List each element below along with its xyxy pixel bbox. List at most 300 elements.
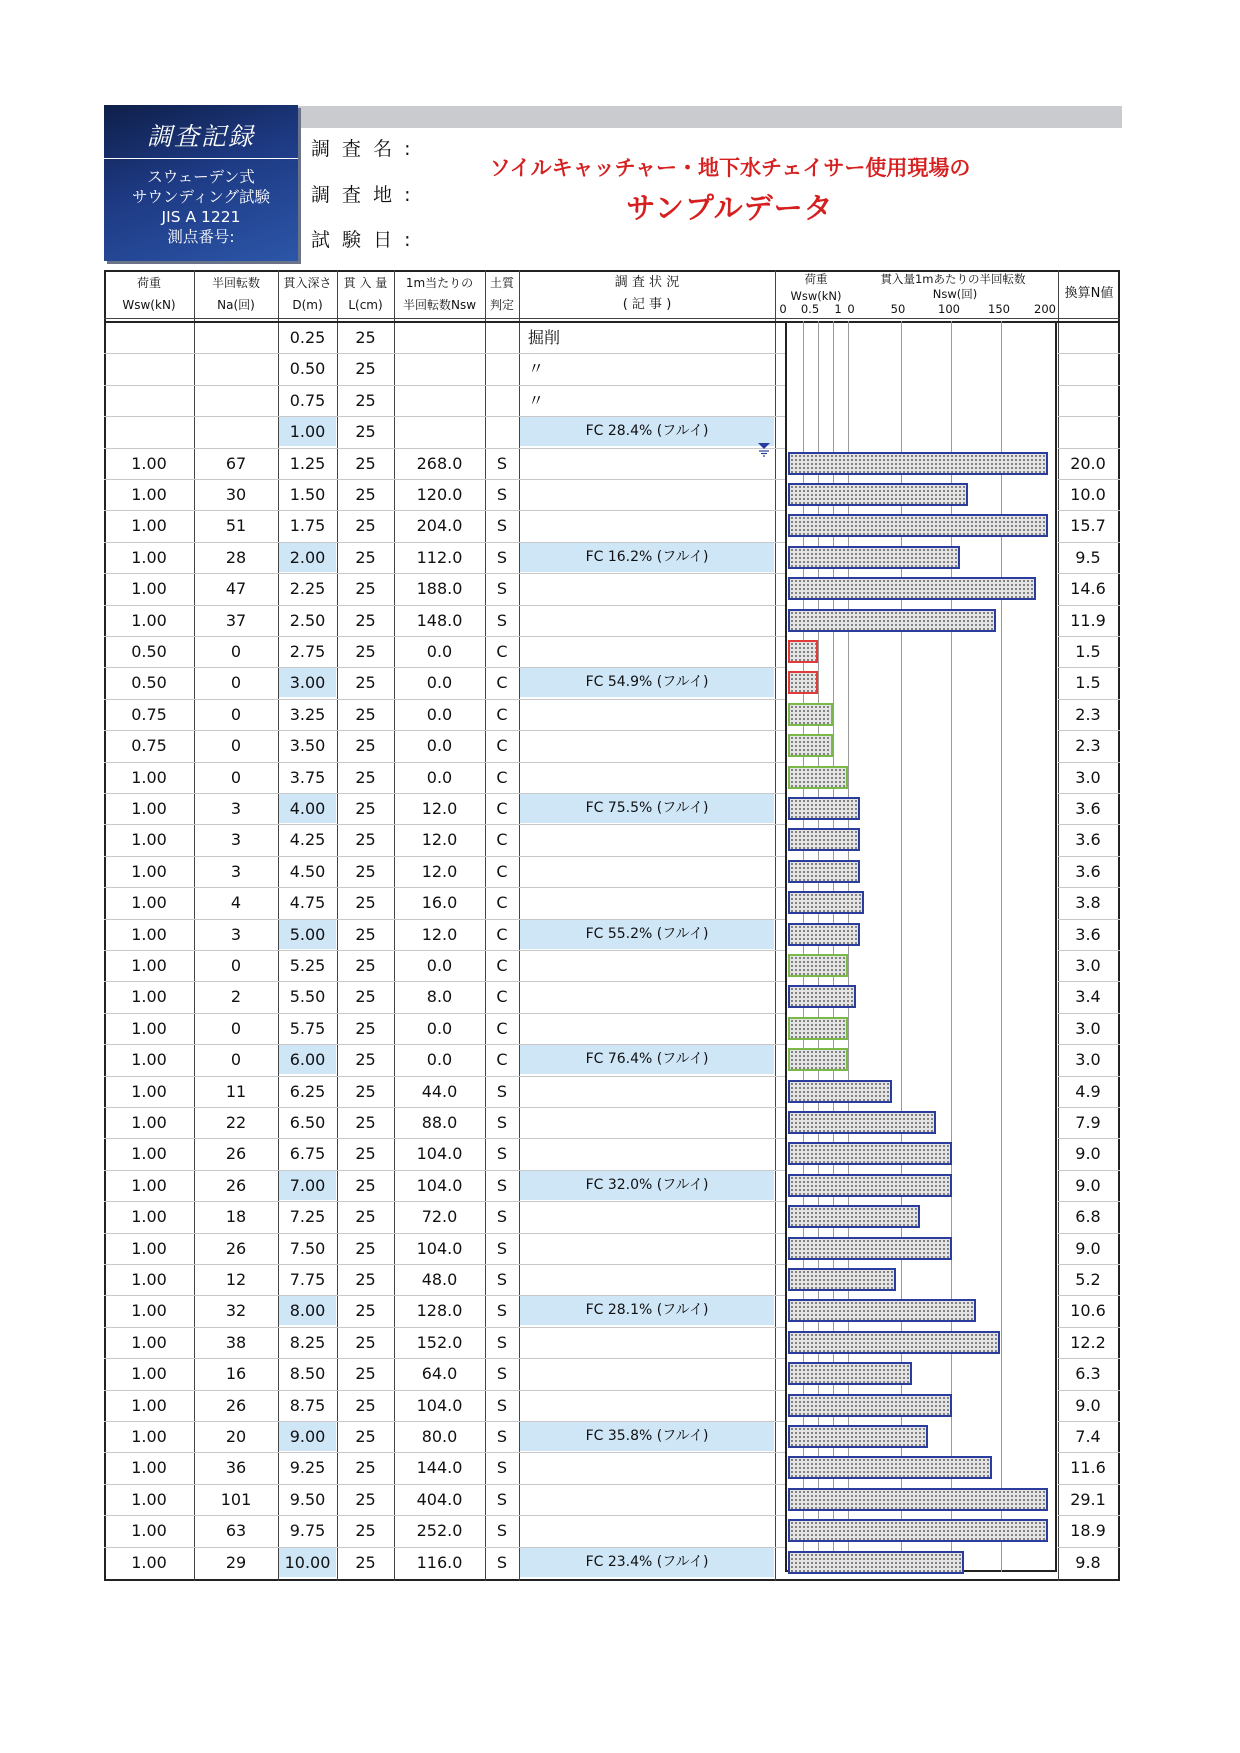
cell-soil: S [496,1175,508,1195]
cell-n-value: 3.0 [1075,767,1101,787]
cell-half-turns: 26 [225,1238,247,1258]
cell-remark [528,1077,608,1106]
cell-load: 1.00 [131,1364,167,1384]
cell-n-value [1058,353,1118,384]
chart-bar [788,797,860,820]
cell-remark: FC 75.5% (フルイ) [585,800,709,816]
cell-remark [528,888,608,917]
cell-penetration: 25 [355,642,376,661]
cell-penetration: 25 [355,516,376,536]
cell-depth: 0.75 [289,390,326,410]
chart-bar [788,860,860,883]
cell-depth: 3.00 [289,673,326,693]
cell-nsw: 12.0 [421,799,458,818]
cell-n-value: 3.6 [1075,799,1101,818]
cell-remark [528,511,608,540]
cell-half-turns: 29 [225,1552,247,1572]
cell-load: 1.00 [131,767,167,787]
cell-remark [528,825,608,854]
cell-nsw: 120.0 [416,485,463,504]
cell-load: 1.00 [131,956,167,975]
cell-n-value: 15.7 [1070,516,1106,536]
cell-n-value: 3.8 [1075,893,1101,913]
cell-nsw: 268.0 [416,453,463,473]
cell-soil: S [496,1207,508,1227]
plot-tick-label: 50 [890,302,906,316]
cell-depth: 4.75 [289,893,326,913]
cell-n-value: 10.0 [1070,485,1106,504]
cell-penetration: 25 [355,579,376,599]
page-title-line-1: ソイルキャッチャー・地下水チェイサー使用現場の [489,156,971,180]
cell-nsw: 104.0 [416,1144,463,1164]
cell-soil: S [496,1552,508,1572]
cell-remark: 〃 [528,390,545,410]
cell-penetration: 25 [355,1270,376,1289]
cell-load [104,353,194,384]
cell-depth: 10.00 [284,1552,331,1572]
cell-half-turns: 16 [225,1364,247,1384]
cell-half-turns: 3 [230,830,242,850]
cell-penetration: 25 [355,422,376,442]
cell-n-value: 9.8 [1075,1552,1101,1572]
cell-soil: S [496,1521,508,1541]
cell-nsw: 80.0 [421,1427,458,1446]
cell-depth: 7.25 [289,1207,326,1227]
cell-load [104,322,194,353]
cell-depth: 1.25 [289,453,326,473]
cell-nsw: 0.0 [426,956,453,975]
cell-soil: C [496,1018,508,1038]
cell-remark [528,480,608,509]
cell-load: 1.00 [131,987,167,1007]
chart-bar [788,577,1036,600]
survey-date-label: 試 験 日 : [311,229,414,251]
cell-depth: 8.00 [289,1301,326,1321]
chart-bar [788,1080,892,1103]
cell-remark [528,763,608,792]
header-soil: 土質 判定 [489,276,514,312]
record-badge [104,105,298,261]
cell-penetration: 25 [355,1081,376,1101]
cell-nsw [394,385,485,416]
cell-remark [528,574,608,603]
cell-half-turns: 30 [225,485,247,504]
badge-line-3: JIS A 1221 [161,208,241,226]
cell-half-turns: 38 [225,1332,247,1352]
plot-gridline [951,321,952,1572]
plot-tick-label: 150 [988,302,1010,316]
chart-bar [788,1519,1048,1542]
cell-soil: C [496,956,508,975]
badge-line-4: 測点番号: [167,228,235,246]
chart-bar [788,985,856,1008]
cell-remark: FC 54.9% (フルイ) [585,674,709,691]
cell-penetration: 25 [355,1364,376,1384]
chart-bar [788,1268,896,1291]
cell-load: 1.00 [131,830,167,850]
cell-depth: 1.75 [289,516,326,536]
cell-remark [528,857,608,886]
cell-load: 1.00 [131,1427,167,1446]
header-plot-nsw: 貫入量1mあたりの半回転数 [880,272,1026,286]
cell-load: 1.00 [131,861,167,881]
cell-depth: 9.00 [289,1427,326,1446]
cell-remark [528,951,608,980]
cell-penetration: 25 [355,1175,376,1195]
cell-nsw: 8.0 [426,987,453,1007]
cell-depth: 3.25 [289,704,326,724]
cell-n-value [1058,385,1118,416]
chart-bar [788,609,996,632]
chart-bar [788,1394,952,1417]
cell-penetration: 25 [355,359,376,379]
header-plot-load: 荷重 [804,272,828,286]
cell-depth: 6.50 [289,1113,326,1132]
header-wsw: 荷重 Wsw(kN) [122,276,176,312]
cell-nsw: 252.0 [416,1521,463,1541]
chart-bar [788,923,860,946]
cell-nsw: 16.0 [421,893,458,913]
cell-half-turns: 32 [225,1301,247,1321]
cell-n-value: 4.9 [1075,1081,1101,1101]
cell-penetration: 25 [355,987,376,1007]
cell-n-value: 10.6 [1070,1301,1106,1321]
cell-soil: S [496,1238,508,1258]
cell-remark [528,731,608,760]
cell-n-value: 2.3 [1075,736,1101,756]
cell-half-turns: 101 [220,1489,252,1509]
cell-penetration: 25 [355,485,376,504]
cell-half-turns: 26 [225,1395,247,1415]
chart-bar [788,1299,976,1322]
cell-n-value: 9.0 [1075,1238,1101,1258]
cell-depth: 8.50 [289,1364,326,1384]
cell-half-turns [194,416,278,447]
cell-n-value: 7.4 [1075,1427,1101,1446]
cell-soil: C [496,767,508,787]
cell-n-value: 9.0 [1075,1144,1101,1164]
cell-n-value: 7.9 [1075,1113,1101,1132]
cell-nsw: 0.0 [426,736,453,756]
cell-depth: 2.25 [289,579,326,599]
cell-nsw: 0.0 [426,704,453,724]
cell-half-turns: 0 [230,673,242,693]
cell-soil: C [496,736,508,756]
cell-penetration: 25 [355,861,376,881]
cell-load: 0.75 [131,736,167,756]
survey-place-label: 調 査 地 : [311,184,414,206]
cell-load: 1.00 [131,799,167,818]
cell-soil: S [496,516,508,536]
cell-nsw: 152.0 [416,1332,463,1352]
cell-penetration: 25 [355,1050,376,1070]
cell-penetration: 25 [355,799,376,818]
cell-n-value: 3.6 [1075,830,1101,850]
cell-load: 1.00 [131,485,167,504]
cell-penetration: 25 [355,1018,376,1038]
cell-nsw: 12.0 [421,924,458,944]
cell-depth: 0.25 [289,328,326,347]
cell-remark [528,1014,608,1043]
cell-remark [528,1453,608,1482]
cell-soil: C [496,642,508,661]
cell-penetration: 25 [355,547,376,567]
cell-half-turns: 2 [230,987,242,1007]
cell-depth: 5.25 [289,956,326,975]
cell-penetration: 25 [355,767,376,787]
cell-soil: S [496,1489,508,1509]
chart-bar [788,891,864,914]
cell-half-turns: 3 [230,799,242,818]
cell-soil: S [496,1301,508,1321]
cell-half-turns [194,385,278,416]
cell-n-value: 6.3 [1075,1364,1101,1384]
cell-soil: S [496,1364,508,1384]
cell-half-turns: 18 [225,1207,247,1227]
cell-load: 1.00 [131,1552,167,1572]
cell-soil: C [496,861,508,881]
cell-depth: 5.00 [289,924,326,944]
cell-remark [528,1391,608,1420]
cell-soil: S [496,1332,508,1352]
cell-nsw: 112.0 [416,547,463,567]
cell-depth: 4.00 [289,799,326,818]
cell-load: 1.00 [131,1081,167,1101]
cell-n-value: 29.1 [1070,1489,1106,1509]
cell-nsw: 128.0 [416,1301,463,1321]
cell-remark: FC 28.4% (フルイ) [585,423,709,440]
cell-n-value: 1.5 [1075,673,1101,693]
cell-depth: 4.50 [289,861,326,881]
cell-n-value: 3.0 [1075,1050,1101,1070]
cell-soil: S [496,1081,508,1101]
cell-load: 1.00 [131,1332,167,1352]
cell-remark [528,637,608,666]
cell-remark [528,1234,608,1263]
chart-bar [788,1174,952,1197]
cell-soil [485,385,519,416]
cell-depth: 8.25 [289,1332,326,1352]
cell-half-turns: 20 [225,1427,247,1446]
chart-bar [788,546,960,569]
cell-soil [485,353,519,384]
chart-bar [788,1142,952,1165]
cell-half-turns: 3 [230,924,242,944]
cell-nsw: 104.0 [416,1238,463,1258]
cell-load: 1.00 [131,1270,167,1289]
chart-bar [788,766,848,789]
cell-penetration: 25 [355,328,376,347]
cell-n-value: 3.6 [1075,924,1101,944]
cell-n-value: 5.2 [1075,1270,1101,1289]
cell-soil: S [496,1458,508,1478]
chart-bar [788,514,1048,537]
cell-soil: C [496,830,508,850]
cell-half-turns: 0 [230,767,242,787]
cell-soil: S [496,610,508,630]
cell-depth: 8.75 [289,1395,326,1415]
cell-load: 1.00 [131,547,167,567]
plot-gridline [1001,321,1002,1572]
cell-penetration: 25 [355,673,376,693]
cell-soil [485,416,519,447]
cell-nsw: 0.0 [426,642,453,661]
cell-depth: 7.00 [289,1175,326,1195]
cell-remark: FC 32.0% (フルイ) [585,1176,709,1193]
cell-penetration: 25 [355,1427,376,1446]
cell-half-turns: 28 [225,547,247,567]
cell-penetration: 25 [355,1238,376,1258]
cell-soil: C [496,704,508,724]
cell-half-turns: 11 [225,1081,247,1101]
cell-soil: C [496,1050,508,1070]
cell-depth: 7.75 [289,1270,326,1289]
cell-load: 0.75 [131,704,167,724]
chart-bar [788,954,848,977]
cell-n-value: 3.6 [1075,861,1101,881]
plot-tick-label: 0.5 [800,302,820,316]
cell-penetration: 25 [355,453,376,473]
cell-depth: 6.25 [289,1081,326,1101]
cell-penetration: 25 [355,610,376,630]
cell-depth: 1.50 [289,485,326,504]
cell-load [104,385,194,416]
badge-line-1: スウェーデン式 [147,168,255,186]
cell-soil: S [496,1395,508,1415]
cell-nsw: 144.0 [416,1458,463,1478]
cell-n-value: 1.5 [1075,642,1101,661]
cell-load: 1.00 [131,516,167,536]
chart-bar [788,1425,928,1448]
chart-bar [788,828,860,851]
cell-load: 1.00 [131,1458,167,1478]
groundwater-level-icon [758,443,770,457]
cell-remark [528,700,608,729]
cell-depth: 6.75 [289,1144,326,1164]
cell-remark: FC 28.1% (フルイ) [585,1302,709,1319]
cell-soil: C [496,924,508,944]
cell-load: 1.00 [131,893,167,913]
cell-remark [528,1328,608,1357]
cell-n-value [1058,416,1118,447]
cell-load: 1.00 [131,579,167,599]
cell-nsw [394,353,485,384]
cell-load: 1.00 [131,1113,167,1132]
cell-half-turns: 0 [230,1018,242,1038]
cell-n-value: 6.8 [1075,1207,1101,1227]
cell-penetration: 25 [355,893,376,913]
cell-load: 1.00 [131,1238,167,1258]
header-plot-load-unit: Wsw(kN) [790,289,842,303]
cell-load: 1.00 [131,610,167,630]
cell-n-value: 9.0 [1075,1175,1101,1195]
chart-bar [788,1111,936,1134]
header-nsw: 1m当たりの 半回転数Nsw [402,276,477,312]
cell-load [104,416,194,447]
cell-remark [528,1108,608,1137]
cell-penetration: 25 [355,1207,376,1227]
cell-soil: S [496,1270,508,1289]
cell-depth: 0.50 [289,359,326,379]
cell-half-turns: 0 [230,642,242,661]
cell-remark: 掘削 [528,328,561,347]
cell-load: 0.50 [131,642,167,661]
cell-load: 1.00 [131,1301,167,1321]
cell-nsw: 64.0 [421,1364,458,1384]
cell-soil: S [496,485,508,504]
cell-penetration: 25 [355,1552,376,1572]
cell-nsw: 0.0 [426,673,453,693]
cell-depth: 7.50 [289,1238,326,1258]
cell-nsw: 0.0 [426,1050,453,1070]
cell-remark [528,1265,608,1294]
cell-remark: FC 55.2% (フルイ) [585,925,709,942]
cell-depth: 2.75 [289,642,326,661]
chart-bar [788,640,818,663]
cell-soil: S [496,1144,508,1164]
cell-n-value: 3.0 [1075,1018,1101,1038]
cell-half-turns: 51 [225,516,247,536]
cell-penetration: 25 [355,704,376,724]
cell-half-turns [194,353,278,384]
cell-depth: 9.50 [289,1489,326,1509]
cell-penetration: 25 [355,1395,376,1415]
badge-line-2: サウンディング試験 [132,188,270,206]
cell-half-turns: 36 [225,1458,247,1478]
cell-remark [528,449,608,478]
cell-depth: 5.50 [289,987,326,1007]
cell-remark [528,1359,608,1388]
cell-n-value: 12.2 [1070,1332,1106,1352]
cell-nsw: 0.0 [426,767,453,787]
cell-depth: 1.00 [289,422,326,442]
cell-remark: FC 35.8% (フルイ) [585,1428,709,1444]
cell-remark: FC 16.2% (フルイ) [585,548,709,565]
cell-load: 1.00 [131,1395,167,1415]
cell-nsw [394,322,485,353]
cell-remark [528,1516,608,1545]
cell-n-value: 11.6 [1070,1458,1106,1478]
chart-bar [788,734,833,757]
cell-depth: 6.00 [289,1050,326,1070]
cell-load: 1.00 [131,453,167,473]
cell-nsw: 12.0 [421,830,458,850]
cell-depth: 9.75 [289,1521,326,1541]
cell-penetration: 25 [355,736,376,756]
cell-depth: 2.50 [289,610,326,630]
cell-penetration: 25 [355,1521,376,1541]
cell-penetration: 25 [355,1113,376,1132]
cell-half-turns: 26 [225,1144,247,1164]
cell-nsw: 204.0 [416,516,463,536]
cell-load: 0.50 [131,673,167,693]
cell-half-turns: 22 [225,1113,247,1132]
chart-bar [788,1205,920,1228]
cell-n-value: 3.0 [1075,956,1101,975]
cell-load: 1.00 [131,1489,167,1509]
cell-n-value: 2.3 [1075,704,1101,724]
cell-half-turns: 47 [225,579,247,599]
cell-penetration: 25 [355,1332,376,1352]
cell-depth: 5.75 [289,1018,326,1038]
chart-bar [788,1456,992,1479]
cell-half-turns: 26 [225,1175,247,1195]
cell-n-value [1058,322,1118,353]
header-na: 半回転数 Na(回) [211,276,260,312]
cell-half-turns: 0 [230,736,242,756]
cell-nsw: 72.0 [421,1207,458,1227]
header-plot-nsw-unit: Nsw(回) [932,287,978,301]
